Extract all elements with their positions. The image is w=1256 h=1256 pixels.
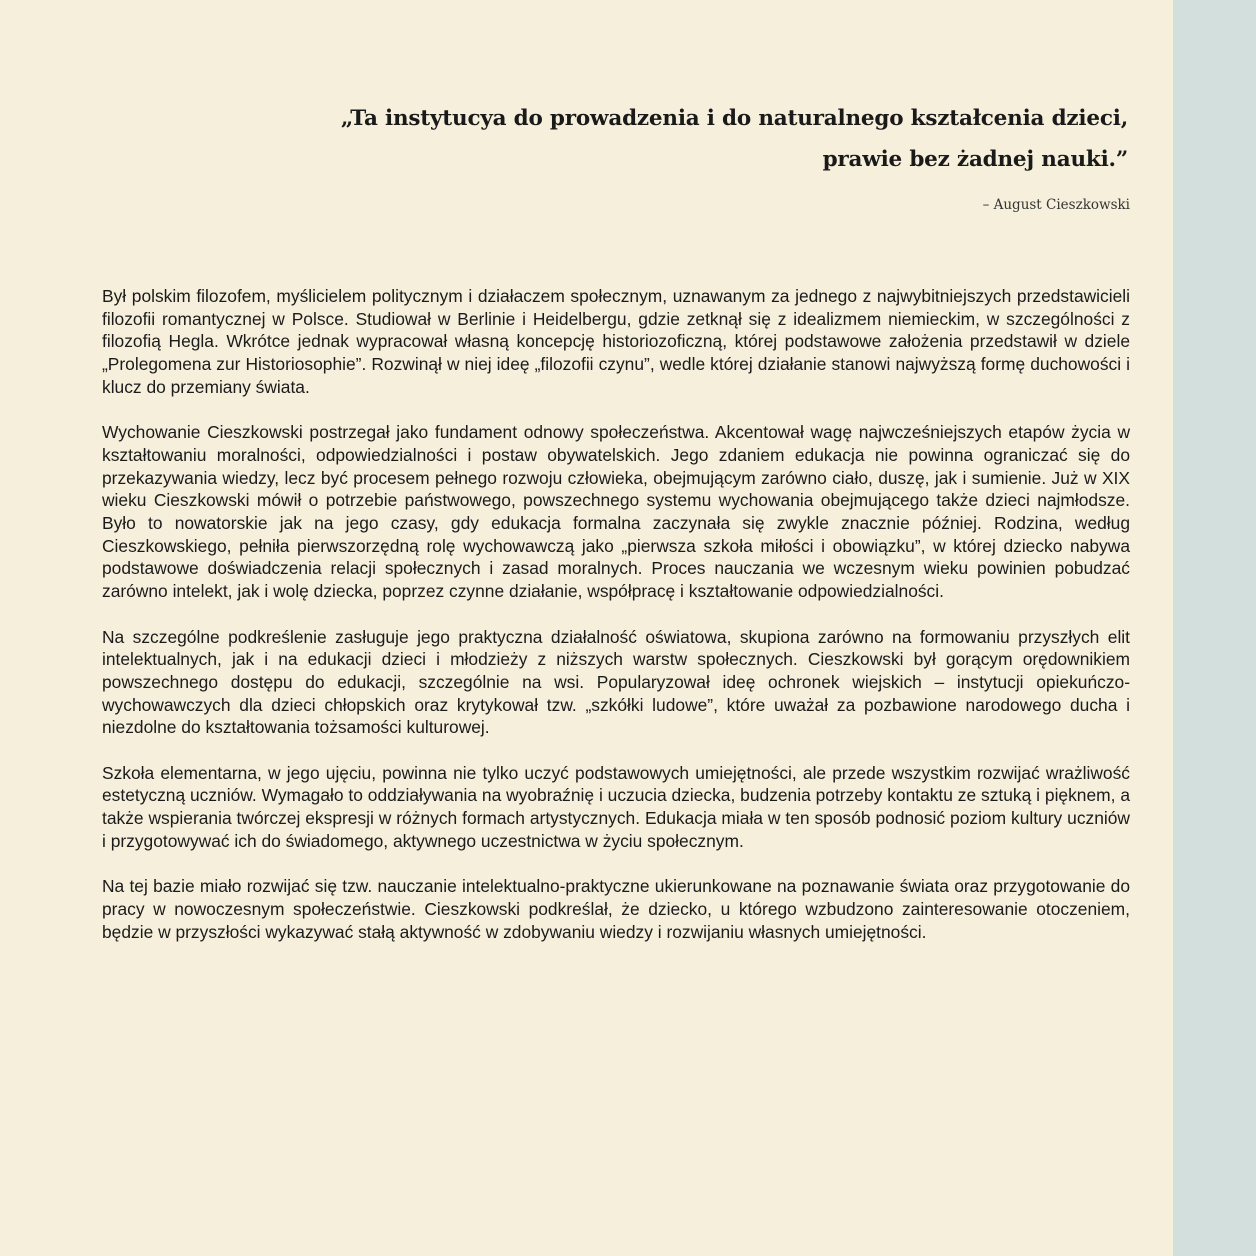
quote-line-2: prawie bez żadnej nauki.” (822, 147, 1128, 172)
paragraph: Wychowanie Cieszkowski postrzegał jako fundament odnowy społeczeństwa. Akcentował wagę najwcześniejszych etapów życia w kształtowaniu moralności, odpowiedzialności i postaw obywatelskich. Jego zdaniem edukacja nie powinna ograniczać się do przekazywania wiedzy, lecz być procesem pełnego rozwoju człowieka, obejmującym zarówno ciało, duszę, jak i sumienie. Już w XIX wieku Cieszkowski mówił o potrzebie państwowego, powszechnego systemu wychowania obejmującego także dzieci najmłodsze. Było to nowatorskie jak na jego czasy, gdy edukacja formalna zaczynała się zwykle znacznie później. Rodzina, według Cieszkowskiego, pełniła pierwszorzędną rolę wychowawczą jako „pierwsza szkoła miłości i obowiązku”, w której dziecko nabywa podstawowe doświadczenia relacji społecznych i zasad moralnych. Proces nauczania we wczesnym wieku powinien pobudzać zarówno intelekt, jak i wolę dziecka, poprzez czynne działanie, współpracę i kształtowanie odpowiedzialności. (102, 422, 1130, 602)
quote-author: – August Cieszkowski (982, 197, 1130, 213)
paragraph: Szkoła elementarna, w jego ujęciu, powinna nie tylko uczyć podstawowych umiejętności, ale przede wszystkim rozwijać wrażliwość estetyczną uczniów. Wymagało to oddziaływania na wyobraźnię i uczucia dziecka, budzenia potrzeby kontaktu ze sztuką i pięknem, a także wspierania twórczej ekspresji w różnych formach artystycznych. Edukacja miała w ten sposób podnosić poziom kultury uczniów i przygotowywać ich do świadomego, aktywnego uczestnictwa w życiu społecznym. (102, 762, 1130, 851)
paragraph: Na szczególne podkreślenie zasługuje jego praktyczna działalność oświatowa, skupiona zarówno na formowaniu przyszłych elit intelektualnych, jak i na edukacji dzieci i młodzieży z niższych warstw społecznych. Cieszkowski był gorącym orędownikiem powszechnego dostępu do edukacji, szczególnie na wsi. Popularyzował ideę ochronek wiejskich – instytucji opiekuńczo-wychowawczych dla dzieci chłopskich oraz krytykował tzw. „szkółki ludowe”, które uważał za pozbawione narodowego ducha i niezdolne do kształtowania tożsamości kulturowej. (102, 626, 1130, 738)
epigraph-quote (228, 98, 1128, 180)
decorative-side-strip (1173, 0, 1256, 1256)
body-text (102, 285, 1130, 966)
paragraph: Na tej bazie miało rozwijać się tzw. nauczanie intelektualno-praktyczne ukierunkowane na poznawanie świata oraz przygotowanie do pracy w nowoczesnym społeczeństwie. Cieszkowski podkreślał, że dziecko, u którego wzbudzono zainteresowanie otoczeniem, będzie w przyszłości wykazywać stałą aktywność w zdobywaniu wiedzy i rozwijaniu własnych umiejętności. (102, 876, 1130, 942)
paragraph: Był polskim filozofem, myślicielem politycznym i działaczem społecznym, uznawanym za jednego z najwybitniejszych przedstawicieli filozofii romantycznej w Polsce. Studiował w Berlinie i Heidelbergu, gdzie zetknął się z idealizmem niemieckim, w szczególności z filozofią Hegla. Wkrótce jednak wypracował własną koncepcję historiozoficzną, której podstawowe założenia przedstawił w dziele „Prolegomena zur Historiosophie”. Rozwinął w niej ideę „filozofii czynu”, wedle której działanie stanowi najwyższą formę duchowości i klucz do przemiany świata. (102, 286, 1130, 397)
quote-line-1: „Ta instytucya do prowadzenia i do naturalnego kształcenia dzieci, (340, 106, 1128, 131)
